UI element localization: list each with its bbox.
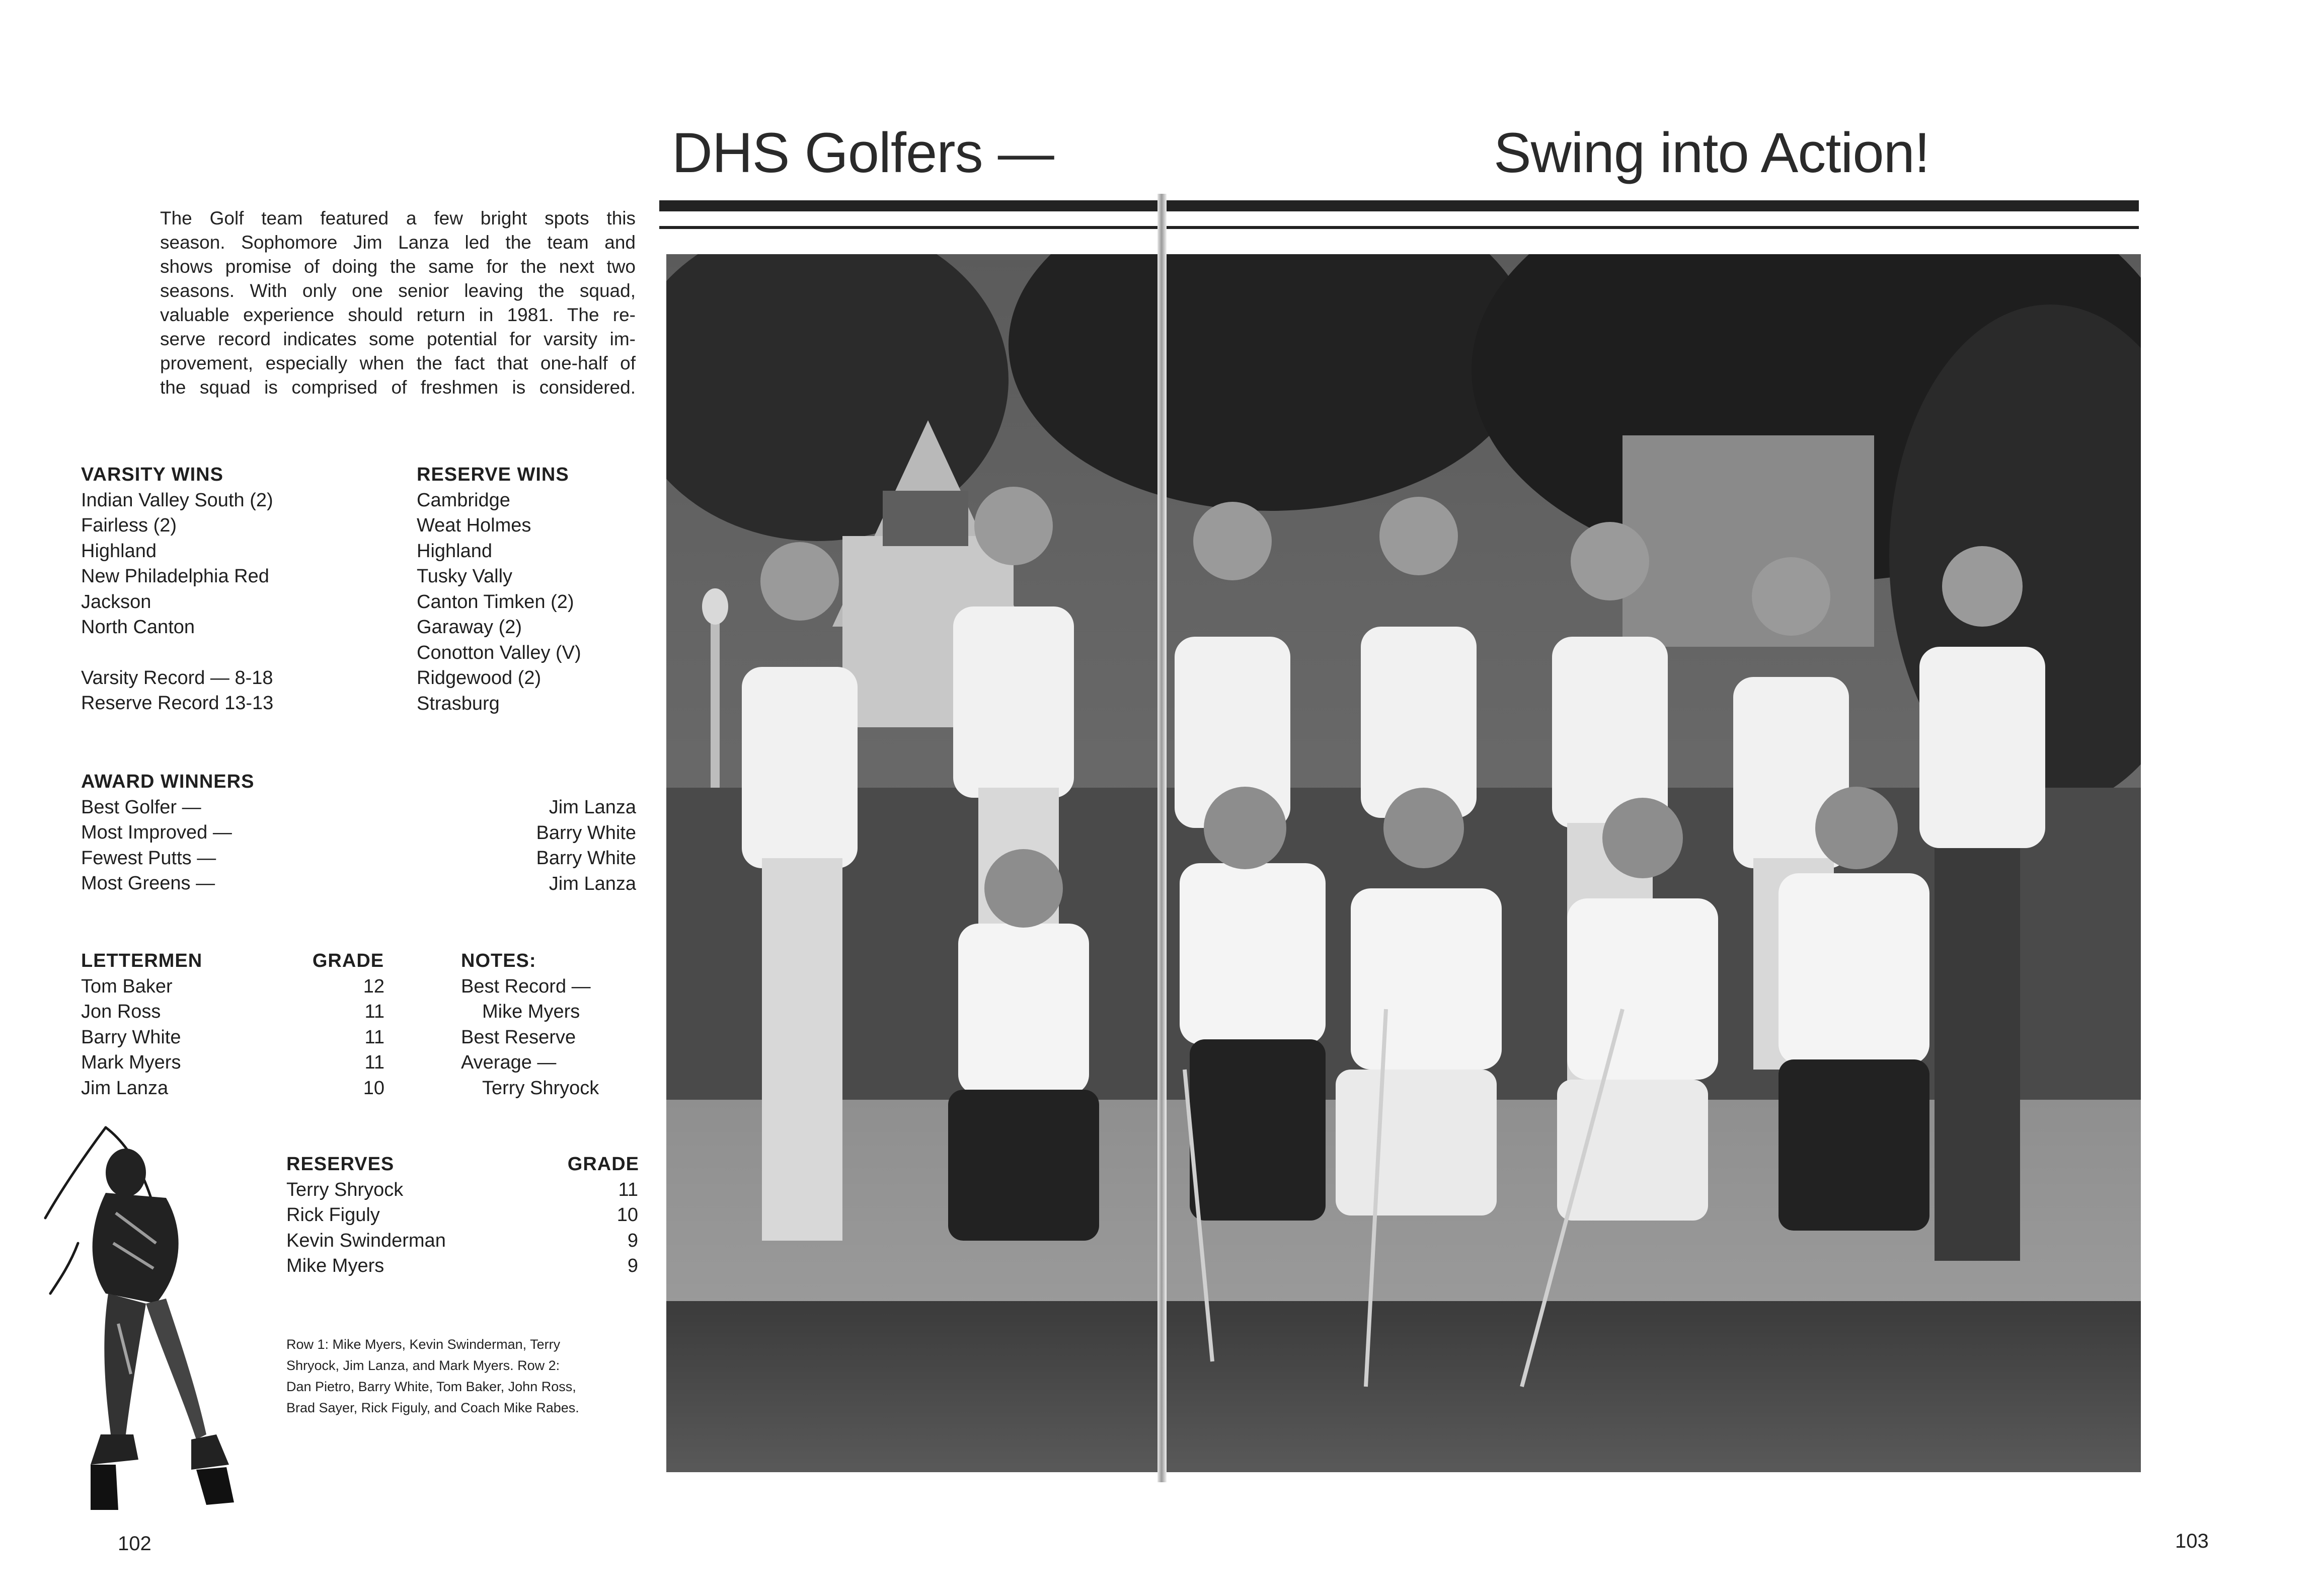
reserve-name: Kevin Swinderman [286, 1230, 446, 1251]
letterman-name: Mark Myers [81, 1052, 181, 1073]
notes [461, 948, 599, 1101]
varsity-win-item: Indian Valley South (2) [81, 489, 273, 511]
header-rule-thin-right [1167, 226, 2139, 229]
notes-line: Average — [461, 1052, 557, 1073]
award-label: Most Greens — [81, 873, 215, 894]
reserve-win-item: Tusky Vally [417, 566, 513, 587]
lettermen-grades [308, 948, 389, 1101]
reserve-name: Terry Shryock [286, 1179, 404, 1200]
notes-line: Mike Myers [482, 1001, 580, 1022]
award-winner: Barry White [536, 848, 636, 869]
reserve-record: Reserve Record 13-13 [81, 693, 274, 714]
varsity-win-item: Jackson [81, 591, 151, 613]
lettermen-grade-heading: GRADE [312, 950, 384, 971]
notes-line: Best Record — [461, 975, 591, 997]
lettermen [81, 948, 202, 1101]
award-label: Fewest Putts — [81, 847, 216, 869]
reserves-grades [554, 1152, 639, 1279]
team-photo [666, 254, 2141, 1472]
golfer-sketch-illustration [30, 1112, 242, 1525]
notes-line: Best Reserve [461, 1026, 576, 1048]
reserve-win-item: Weat Holmes [417, 515, 531, 536]
header-rule-thick-right [1167, 200, 2139, 211]
reserves [286, 1152, 446, 1279]
letterman-grade: 11 [364, 1052, 384, 1073]
page-number-right: 103 [2175, 1530, 2209, 1552]
caption-line: Dan Pietro, Barry White, Tom Baker, John Ross, [286, 1379, 576, 1394]
book-spine-fold [1157, 194, 1167, 1482]
letterman-name: Barry White [81, 1026, 181, 1048]
reserves-heading: RESERVES [286, 1154, 395, 1175]
intro-line: provement, especially when the fact that one-half of [160, 353, 636, 373]
reserve-wins [417, 462, 581, 716]
award-winners-heading: AWARD WINNERS [81, 771, 255, 792]
award-winner-names [473, 795, 636, 896]
reserve-win-item: Strasburg [417, 693, 500, 714]
intro-line: The Golf team featured a few bright spots this [160, 208, 636, 229]
reserve-grade: 9 [627, 1255, 638, 1276]
award-winner: Jim Lanza [549, 797, 636, 818]
award-label: Best Golfer — [81, 796, 201, 818]
letterman-name: Tom Baker [81, 975, 173, 997]
caption-line: Shryock, Jim Lanza, and Mark Myers. Row 2: [286, 1358, 560, 1373]
award-winner: Jim Lanza [549, 873, 636, 894]
reserve-win-item: Cambridge [417, 489, 510, 511]
reserve-grade: 11 [618, 1179, 638, 1200]
reserves-grade-heading: GRADE [567, 1154, 639, 1175]
intro-line: valuable experience should return in 1981. The re- [160, 305, 636, 325]
notes-heading: NOTES: [461, 950, 536, 971]
award-label: Most Improved — [81, 822, 232, 843]
reserve-win-item: Ridgewood (2) [417, 667, 542, 689]
page-number-left: 102 [118, 1533, 151, 1555]
award-winner: Barry White [536, 822, 636, 844]
team-photo-drawing [666, 254, 2141, 1472]
letterman-grade: 11 [364, 1001, 384, 1022]
reserve-grade: 9 [627, 1230, 638, 1251]
page-title-right: Swing into Action! [1494, 121, 1930, 184]
reserve-name: Mike Myers [286, 1255, 384, 1276]
varsity-win-item: North Canton [81, 617, 195, 638]
intro-paragraph [160, 206, 636, 400]
caption-line: Row 1: Mike Myers, Kevin Swinderman, Terry [286, 1337, 561, 1352]
page-title-left: DHS Golfers — [672, 121, 1054, 184]
varsity-wins-heading: VARSITY WINS [81, 464, 223, 485]
intro-line: shows promise of doing the same for the next two [160, 256, 636, 277]
notes-line: Terry Shryock [482, 1077, 599, 1099]
reserve-grade: 10 [616, 1204, 638, 1226]
reserve-win-item: Garaway (2) [417, 617, 522, 638]
intro-line: season. Sophomore Jim Lanza led the team and [160, 232, 636, 253]
intro-line: the squad is comprised of freshmen is considered. [160, 377, 636, 398]
header-rule-thin-left [659, 226, 1157, 229]
caption-line: Brad Sayer, Rick Figuly, and Coach Mike Rabes. [286, 1400, 579, 1415]
letterman-grade: 10 [363, 1077, 384, 1099]
letterman-grade: 11 [364, 1026, 384, 1048]
intro-line: seasons. With only one senior leaving the squad, [160, 280, 636, 301]
varsity-win-item: New Philadelphia Red [81, 566, 269, 587]
award-winners [81, 769, 254, 896]
letterman-grade: 12 [363, 975, 384, 997]
reserve-win-item: Conotton Valley (V) [417, 642, 581, 663]
reserve-name: Rick Figuly [286, 1204, 380, 1226]
lettermen-heading: LETTERMEN [81, 950, 203, 971]
varsity-record: Varsity Record — 8-18 [81, 667, 273, 689]
varsity-win-item: Fairless (2) [81, 515, 177, 536]
header-rule-thick-left [659, 200, 1157, 211]
reserve-wins-heading: RESERVE WINS [417, 464, 569, 485]
reserve-win-item: Canton Timken (2) [417, 591, 574, 613]
letterman-name: Jim Lanza [81, 1077, 169, 1099]
photo-caption [286, 1334, 579, 1418]
varsity-wins [81, 462, 273, 716]
varsity-win-item: Highland [81, 540, 157, 562]
reserve-win-item: Highland [417, 540, 492, 562]
intro-line: serve record indicates some potential for varsity im- [160, 329, 636, 349]
letterman-name: Jon Ross [81, 1001, 161, 1022]
